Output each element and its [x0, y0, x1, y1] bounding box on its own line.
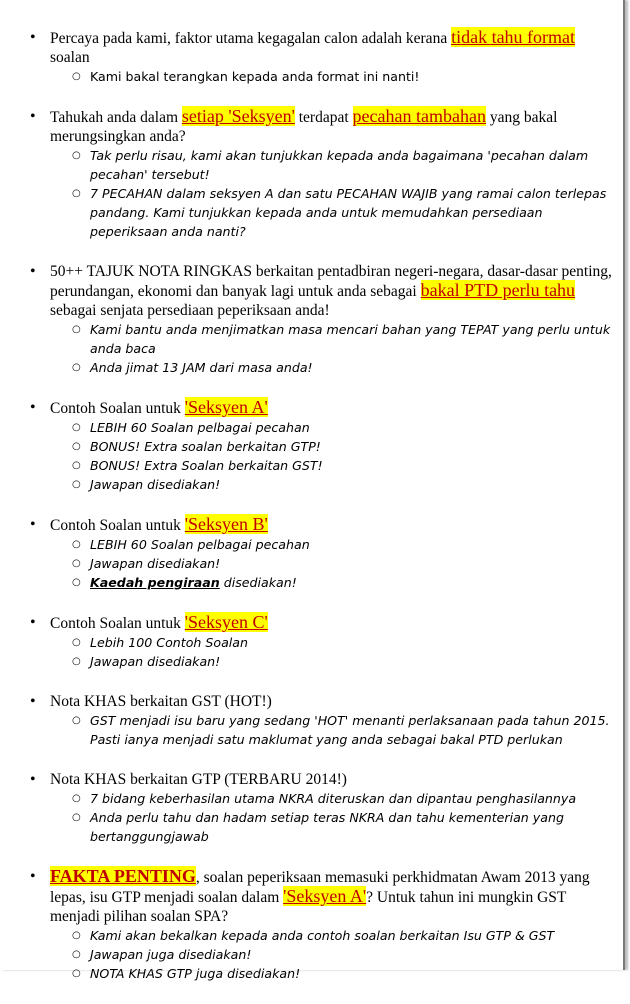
sub-list-item: ○ Jawapan disediakan! — [50, 475, 616, 494]
sub-list-item: ○ BONUS! Extra Soalan berkaitan GST! — [50, 456, 616, 475]
highlight: tidak tahu format — [451, 27, 576, 47]
highlight: bakal PTD perlu tahu — [420, 280, 576, 300]
sub-list — [50, 535, 616, 592]
sub-list-item: ○ Anda jimat 13 JAM dari masa anda! — [50, 358, 616, 377]
sub-list-item: ○ Kami bakal terangkan kepada anda format ini nanti! — [50, 67, 616, 86]
sub-list-item: ○ LEBIH 60 Soalan pelbagai pecahan — [50, 535, 616, 554]
sub-list-item: ○ Jawapan disediakan! — [50, 554, 616, 573]
highlight: pecahan tambahan — [352, 106, 486, 126]
sub-list-item: ○ LEBIH 60 Soalan pelbagai pecahan — [50, 418, 616, 437]
sub-list — [50, 67, 616, 86]
highlight: 'Seksyen C' — [184, 612, 268, 632]
sub-list-item: ○ 7 bidang keberhasilan utama NKRA diteruskan dan dipantau penghasilannya — [50, 789, 616, 808]
highlight: 'Seksyen B' — [184, 514, 268, 534]
list-item: • Nota KHAS berkaitan GST (HOT!) ○ GST menjadi isu baru yang sedang 'HOT' menanti perlaksanaan pada tahun 2015. Pasti ianya menjadi satu maklumat yang anda sebagai bakal PTD perlukan — [28, 692, 616, 749]
sub-list-item: ○ Lebih 100 Contoh Soalan — [50, 633, 616, 652]
list-item: • 50++ TAJUK NOTA RINGKAS berkaitan pentadbiran negeri-negara, dasar-dasar penting, perundangan, ekonomi dan banyak lagi untuk anda sebagai bakal PTD perlu tahu sebagai senjata persediaan peperiksaan anda! ○ Kami bantu anda menjimatkan masa mencari bahan yang TEPAT yang perlu untuk anda baca ○ Anda jimat 13 JAM dari masa anda! — [28, 262, 616, 377]
list-item: • Nota KHAS berkaitan GTP (TERBARU 2014!) ○ 7 bidang keberhasilan utama NKRA diteruskan dan dipantau penghasilannya ○ Anda perlu tahu dan hadam setiap teras NKRA dan tahu kementerian yang bertanggungjawab — [28, 770, 616, 846]
highlight: 'Seksyen A' — [184, 397, 268, 417]
highlight: 'Seksyen A' — [283, 886, 367, 906]
sub-list — [50, 789, 616, 846]
benefit-list — [28, 28, 616, 1004]
sub-list-item: ○ Jawapan juga disediakan! — [50, 945, 616, 964]
highlight: setiap 'Seksyen' — [181, 106, 295, 126]
list-item: • FAKTA PENTING, soalan peperiksaan memasuki perkhidmatan Awam 2013 yang lepas, isu GTP menjadi soalan dalam 'Seksyen A'? Untuk tahun ini mungkin GST menjadi pilihan soalan SPA? ○ Kami akan bekalkan kepada anda contoh soalan berkaitan Isu GTP & GST ○ Jawapan juga disediakan! ○ NOTA KHAS GTP juga disediakan! — [28, 867, 616, 983]
sub-list-item: ○ NOTA KHAS GTP juga disediakan! — [50, 964, 616, 983]
sub-list-item: ○ Tak perlu risau, kami akan tunjukkan kepada anda bagaimana 'pecahan dalam pecahan' tersebut! — [50, 146, 616, 184]
sub-list — [50, 926, 616, 983]
sub-list-item: ○ Anda perlu tahu dan hadam setiap teras NKRA dan tahu kementerian yang bertanggungjawab — [50, 808, 616, 846]
list-item: • Contoh Soalan untuk 'Seksyen A' ○ LEBIH 60 Soalan pelbagai pecahan ○ BONUS! Extra soalan berkaitan GTP! ○ BONUS! Extra Soalan berkaitan GST! ○ Jawapan disediakan! — [28, 398, 616, 494]
sub-list-item: ○ Kami akan bekalkan kepada anda contoh soalan berkaitan Isu GTP & GST — [50, 926, 616, 945]
sub-list — [50, 146, 616, 241]
sub-list — [50, 633, 616, 671]
highlight: FAKTA PENTING — [50, 866, 196, 886]
sub-list-item: ○ Kami bantu anda menjimatkan masa mencari bahan yang TEPAT yang perlu untuk anda baca — [50, 320, 616, 358]
sub-list — [50, 418, 616, 494]
list-item: • Contoh Soalan untuk 'Seksyen B' ○ LEBIH 60 Soalan pelbagai pecahan ○ Jawapan disediakan! ○ Kaedah pengiraan disediakan! — [28, 515, 616, 592]
list-item: • Contoh Soalan untuk 'Seksyen C' ○ Lebih 100 Contoh Soalan ○ Jawapan disediakan! — [28, 613, 616, 671]
sub-list — [50, 711, 616, 749]
sub-list-item: ○ Kaedah pengiraan disediakan! — [50, 573, 616, 592]
sub-list-item: ○ BONUS! Extra soalan berkaitan GTP! — [50, 437, 616, 456]
emphasis-text: Kaedah pengiraan — [90, 575, 220, 590]
list-item: • Percaya pada kami, faktor utama kegagalan calon adalah kerana tidak tahu format soalan ○ Kami bakal terangkan kepada anda format ini nanti! — [28, 28, 616, 86]
sub-list — [50, 320, 616, 377]
sub-list-item: ○ 7 PECAHAN dalam seksyen A dan satu PECAHAN WAJIB yang ramai calon terlepas pandang. Kami tunjukkan kepada anda untuk memudahkan persediaan peperiksaan anda nanti? — [50, 184, 616, 241]
list-item: • Tahukah anda dalam setiap 'Seksyen' terdapat pecahan tambahan yang bakal merungsingkan anda? ○ Tak perlu risau, kami akan tunjukkan kepada anda bagaimana 'pecahan dalam pecahan' tersebut! ○ 7 PECAHAN dalam seksyen A dan satu PECAHAN WAJIB yang ramai calon terlepas pandang. Kami tunjukkan kepada anda untuk memudahkan persediaan peperiksaan anda nanti? — [28, 107, 616, 241]
sub-list-item: ○ Jawapan disediakan! — [50, 652, 616, 671]
sub-list-item: ○ GST menjadi isu baru yang sedang 'HOT' menanti perlaksanaan pada tahun 2015. Pasti ianya menjadi satu maklumat yang anda sebagai bakal PTD perlukan — [50, 711, 616, 749]
